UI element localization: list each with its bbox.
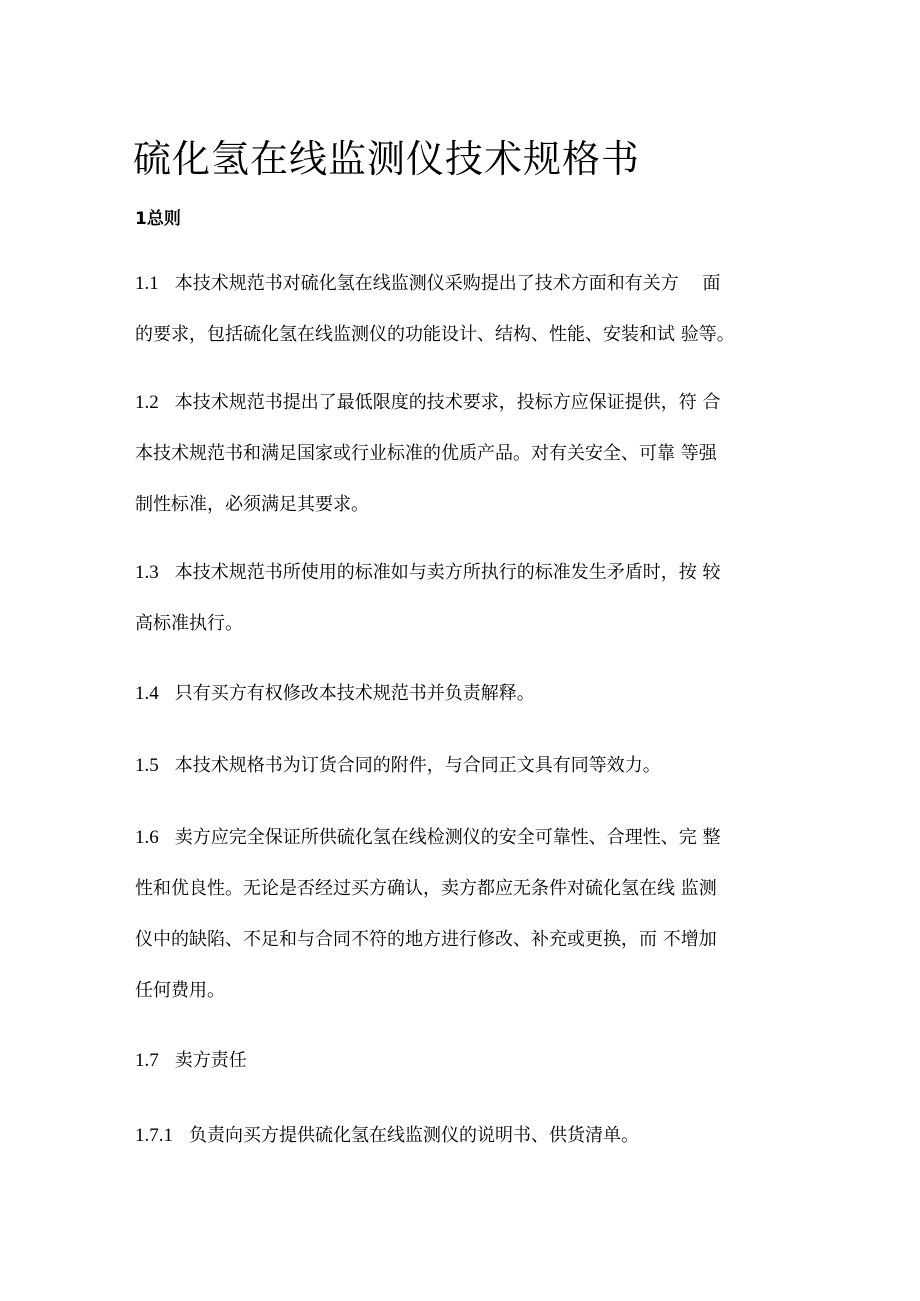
clause-number: 1.5 (135, 755, 159, 776)
paragraph-1-3 (135, 547, 815, 649)
paragraph-line (135, 1035, 815, 1086)
clause-number: 1.7.1 (135, 1125, 173, 1146)
paragraph-line (135, 547, 815, 598)
clause-number: 1.1 (135, 273, 159, 294)
paragraph-line: 任何费用。 (135, 980, 225, 1001)
paragraph-line: 本技术规范书和满足国家或行业标准的优质产品。对有关安全、可靠 等强 (135, 443, 717, 464)
paragraph-line: 制性标准，必须满足其要求。 (135, 494, 369, 515)
paragraph-line: 性和优良性。无论是否经过买方确认，卖方都应无条件对硫化氢在线 监测 (135, 878, 717, 899)
paragraph-text: 只有买方有权修改本技术规范书并负责解释。 (174, 683, 535, 704)
paragraph-1-5 (135, 740, 815, 791)
paragraph-text: 本技术规范书对硫化氢在线监测仪采购提出了技术方面和有关方 面 (174, 273, 721, 294)
paragraph-text: 本技术规范书提出了最低限度的技术要求，投标方应保证提供，符 合 (174, 392, 721, 413)
document-title: 硫化氢在线监测仪技术规格书 (133, 137, 641, 181)
paragraph-line (135, 1110, 815, 1161)
clause-number: 1.3 (135, 562, 159, 583)
paragraph-text: 卖方应完全保证所供硫化氢在线检测仪的安全可靠性、合理性、完 整 (174, 827, 721, 848)
paragraph-1-4 (135, 668, 815, 719)
paragraph-1-7-1 (135, 1110, 815, 1161)
paragraph-text: 本技术规格书为订货合同的附件，与合同正文具有同等效力。 (174, 755, 661, 776)
paragraph-line: 仪中的缺陷、不足和与合同不符的地方进行修改、补充或更换，而 不增加 (135, 929, 717, 950)
paragraph-line (135, 258, 815, 309)
paragraph-1-7 (135, 1035, 815, 1086)
paragraph-line (135, 377, 815, 428)
paragraph-text: 本技术规范书所使用的标准如与卖方所执行的标准发生矛盾时，按 较 (174, 562, 721, 583)
paragraph-line (135, 812, 815, 863)
paragraph-1-2 (135, 377, 815, 530)
paragraph-line (135, 740, 815, 791)
paragraph-text: 卖方责任 (174, 1050, 247, 1071)
clause-number: 1.2 (135, 392, 159, 413)
paragraph-text: 负责向买方提供硫化氢在线监测仪的说明书、供货清单。 (189, 1125, 639, 1146)
paragraph-line (135, 668, 815, 719)
paragraph-1-6 (135, 812, 815, 1016)
clause-number: 1.6 (135, 827, 159, 848)
clause-number: 1.7 (135, 1050, 159, 1071)
paragraph-line: 高标准执行。 (135, 613, 243, 634)
clause-number: 1.4 (135, 683, 159, 704)
paragraph-line: 的要求，包括硫化氢在线监测仪的功能设计、结构、性能、安装和试 验等。 (135, 324, 735, 345)
paragraph-1-1 (135, 258, 815, 360)
section-heading: 1总则 (135, 209, 181, 229)
